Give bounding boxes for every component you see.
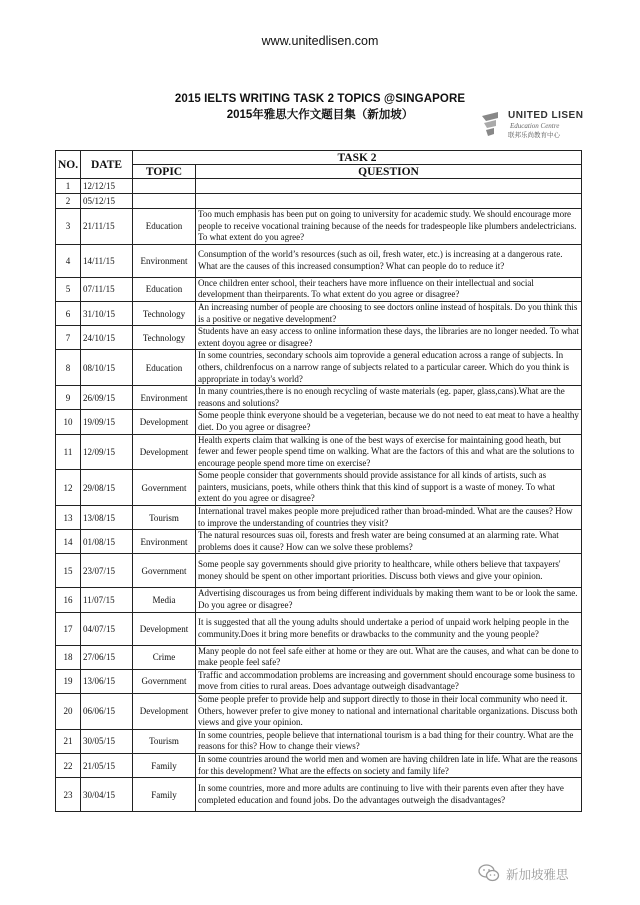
cell-topic: Environment <box>133 386 196 410</box>
cell-date: 27/06/15 <box>81 645 133 669</box>
cell-date: 31/10/15 <box>81 301 133 325</box>
watermark-text: 新加坡雅思 <box>506 867 569 882</box>
cell-date: 08/10/15 <box>81 350 133 386</box>
table-row <box>56 209 582 245</box>
table-row <box>56 506 582 530</box>
cell-no: 14 <box>56 530 81 554</box>
cell-question: Many people do not feel safe either at home or they are out. What are the causes, and what can be done to make people feel safe? <box>196 645 582 669</box>
cell-question: In some countries, people believe that international tourism is a bad thing for their country. What are the reasons for this? How to change their views? <box>196 729 582 753</box>
table-row <box>56 588 582 612</box>
logo-name: UNITED LISEN <box>508 110 584 121</box>
cell-date: 30/05/15 <box>81 729 133 753</box>
cell-question <box>196 194 582 209</box>
cell-question: Advertising discourages us from being different individuals by making them want to be or look the same. Do you agree or disagree? <box>196 588 582 612</box>
cell-topic: Tourism <box>133 506 196 530</box>
cell-no: 19 <box>56 669 81 693</box>
header-no: NO. <box>56 151 81 179</box>
table-row <box>56 326 582 350</box>
title-chinese: 2015年雅思大作文题目集（新加坡） <box>226 109 414 121</box>
cell-question: Once children enter school, their teachers have more influence on their intellectual and social development than theirparents. To what extent do you agree or disagree? <box>196 277 582 301</box>
wechat-icon <box>478 863 500 883</box>
cell-date: 30/04/15 <box>81 778 133 812</box>
cell-date: 07/11/15 <box>81 277 133 301</box>
cell-question: Some people think everyone should be a vegeterian, because we do not need to eat meat to have a healthy diet. Do you agree or disagree? <box>196 410 582 434</box>
cell-question: Too much emphasis has been put on going to university for academic study. We should encourage more people to receive vocational training because of the needs for tradespeople like plumbers andelectricians. To what extent do you agree? <box>196 209 582 245</box>
cell-no: 12 <box>56 470 81 506</box>
cell-no: 5 <box>56 277 81 301</box>
cell-date: 13/08/15 <box>81 506 133 530</box>
cell-date: 13/06/15 <box>81 669 133 693</box>
cell-topic: Government <box>133 554 196 588</box>
cell-topic: Crime <box>133 645 196 669</box>
cell-question <box>196 179 582 194</box>
table-row <box>56 410 582 434</box>
cell-no: 11 <box>56 434 81 470</box>
cell-no: 8 <box>56 350 81 386</box>
cell-question: It is suggested that all the young adults should undertake a period of unpaid work helping people in the community.Does it bring more benefits or drawbacks to the community and the young people? <box>196 612 582 645</box>
cell-date: 14/11/15 <box>81 244 133 277</box>
cell-no: 22 <box>56 753 81 777</box>
header-task: TASK 2 <box>133 151 582 165</box>
cell-no: 1 <box>56 179 81 194</box>
cell-topic: Development <box>133 434 196 470</box>
cell-topic: Education <box>133 209 196 245</box>
cell-no: 6 <box>56 301 81 325</box>
cell-topic: Environment <box>133 530 196 554</box>
cell-date: 04/07/15 <box>81 612 133 645</box>
cell-date: 26/09/15 <box>81 386 133 410</box>
cell-question: International travel makes people more prejudiced rather than broad-minded. What are the causes? How to improve the understanding of countries they visit? <box>196 506 582 530</box>
table-row <box>56 470 582 506</box>
site-url: www.unitedlisen.com <box>261 34 379 48</box>
cell-date: 12/12/15 <box>81 179 133 194</box>
cell-no: 2 <box>56 194 81 209</box>
table-row <box>56 179 582 194</box>
cell-question: Some people prefer to provide help and support directly to those in their local community who need it. Others, however prefer to give money to national and international charitable organizations. Discuss both views and give your opinion. <box>196 694 582 730</box>
cell-no: 3 <box>56 209 81 245</box>
cell-question: The natural resources suas oil, forests and fresh water are being consumed at an alarming rate. What problems does it cause? How can we solve these problems? <box>196 530 582 554</box>
table-row <box>56 244 582 277</box>
cell-topic: Education <box>133 277 196 301</box>
cell-date: 06/06/15 <box>81 694 133 730</box>
cell-topic: Technology <box>133 301 196 325</box>
cell-topic: Tourism <box>133 729 196 753</box>
table-row <box>56 669 582 693</box>
cell-topic <box>133 179 196 194</box>
cell-question: An increasing number of people are choosing to see doctors online instead of hospitals. Do you think this is a positive or negative development? <box>196 301 582 325</box>
title-block <box>120 93 520 122</box>
table-row <box>56 301 582 325</box>
table-row <box>56 729 582 753</box>
title-english: 2015 IELTS WRITING TASK 2 TOPICS @SINGAPORE <box>174 93 466 105</box>
cell-date: 29/08/15 <box>81 470 133 506</box>
table-row <box>56 277 582 301</box>
cell-topic: Family <box>133 778 196 812</box>
table-row <box>56 386 582 410</box>
table-row <box>56 694 582 730</box>
cell-date: 19/09/15 <box>81 410 133 434</box>
cell-no: 20 <box>56 694 81 730</box>
header-topic: TOPIC <box>133 165 196 179</box>
cell-topic: Government <box>133 669 196 693</box>
cell-question: In some countries around the world men and women are having children late in life. What are the reasons for this development? What are the effects on society and family life? <box>196 753 582 777</box>
cell-no: 18 <box>56 645 81 669</box>
cell-no: 15 <box>56 554 81 588</box>
cell-no: 9 <box>56 386 81 410</box>
table-row <box>56 434 582 470</box>
cell-question: Some people say governments should give priority to healthcare, while others believe that taxpayers' money should be spent on other important priorities. Discuss both views and give your opinion. <box>196 554 582 588</box>
cell-no: 10 <box>56 410 81 434</box>
table-row <box>56 350 582 386</box>
cell-date: 01/08/15 <box>81 530 133 554</box>
cell-question: In some countries, more and more adults are continuing to live with their parents even after they have completed education and found jobs. Do the advantages outweigh the disadvantages? <box>196 778 582 812</box>
header-date: DATE <box>81 151 133 179</box>
cell-no: 17 <box>56 612 81 645</box>
cell-date: 24/10/15 <box>81 326 133 350</box>
cell-topic: Development <box>133 694 196 730</box>
cell-question: Students have an easy access to online information these days, the libraries are no longer needed. To what extent doyou agree or disagree? <box>196 326 582 350</box>
table-row <box>56 645 582 669</box>
cell-topic: Environment <box>133 244 196 277</box>
cell-date: 21/11/15 <box>81 209 133 245</box>
cell-topic: Government <box>133 470 196 506</box>
wechat-watermark <box>478 862 618 886</box>
cell-question: In many countries,there is no enough recycling of waste materials (eg. paper, glass,cans).What are the reasons and solutions? <box>196 386 582 410</box>
cell-topic: Media <box>133 588 196 612</box>
table-row <box>56 194 582 209</box>
cell-question: Traffic and accommodation problems are increasing and government should encourage some business to move from cities to rural areas. Does advantage outweigh disadvantage? <box>196 669 582 693</box>
cell-topic: Family <box>133 753 196 777</box>
cell-topic: Education <box>133 350 196 386</box>
cell-date: 12/09/15 <box>81 434 133 470</box>
cell-question: Health experts claim that walking is one of the best ways of exercise for maintaining good heath, but fewer and fewer people spend time on walking. What are the factors of this and what are the solutions to encourage people spend more time on exercise? <box>196 434 582 470</box>
table-row <box>56 530 582 554</box>
cell-no: 16 <box>56 588 81 612</box>
cell-no: 4 <box>56 244 81 277</box>
cell-no: 23 <box>56 778 81 812</box>
table-row <box>56 778 582 812</box>
united-lisen-logo <box>478 108 598 142</box>
topics-table <box>55 150 582 812</box>
cell-topic: Technology <box>133 326 196 350</box>
logo-mark-icon <box>478 110 504 140</box>
cell-no: 7 <box>56 326 81 350</box>
table-row <box>56 612 582 645</box>
cell-question: Some people consider that governments should provide assistance for all kinds of artists, such as painters, musicians, poets, while others think that this kind of support is a waste of money. To what extent do you agree or disagree? <box>196 470 582 506</box>
cell-question: In some countries, secondary schools aim toprovide a general education across a range of subjects. In others, childrenfocus on a narrow range of subjects related to a particular career. Which do you think is appropriate in today's world? <box>196 350 582 386</box>
table-row <box>56 753 582 777</box>
logo-chinese-name: 联邦乐尚教育中心 <box>508 131 560 139</box>
cell-date: 21/05/15 <box>81 753 133 777</box>
cell-topic <box>133 194 196 209</box>
cell-date: 11/07/15 <box>81 588 133 612</box>
cell-topic: Development <box>133 410 196 434</box>
cell-topic: Development <box>133 612 196 645</box>
logo-tagline: Education Centre <box>510 122 560 130</box>
cell-date: 05/12/15 <box>81 194 133 209</box>
cell-no: 21 <box>56 729 81 753</box>
header-question: QUESTION <box>196 165 582 179</box>
table-row <box>56 554 582 588</box>
cell-date: 23/07/15 <box>81 554 133 588</box>
cell-question: Consumption of the world’s resources (such as oil, fresh water, etc.) is increasing at a dangerous rate. What are the causes of this increased consumption? What can people do to reduce it? <box>196 244 582 277</box>
cell-no: 13 <box>56 506 81 530</box>
